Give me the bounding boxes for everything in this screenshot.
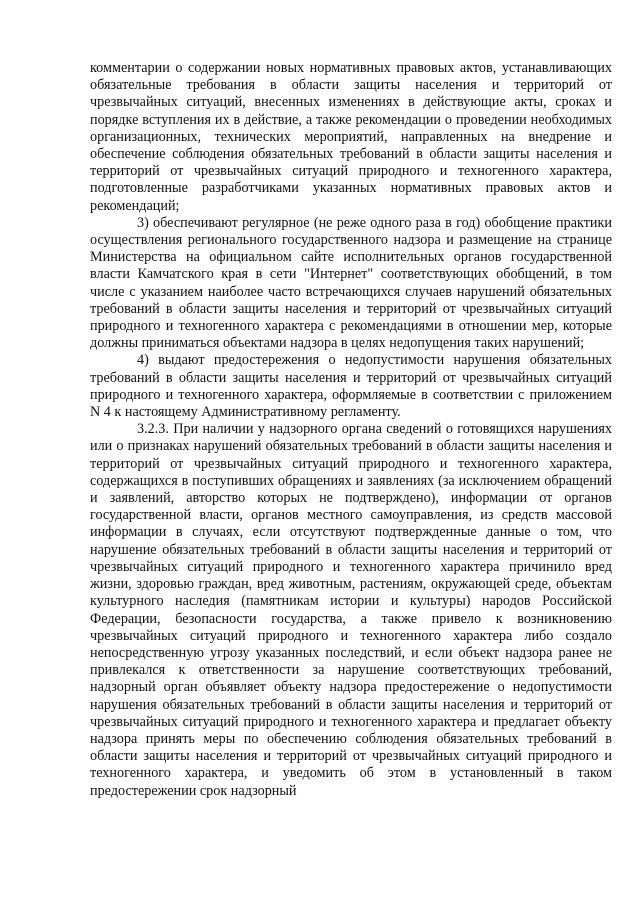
- paragraph-comments-continuation: комментарии о содержании новых нормативных правовых актов, устанавливающих обязательные требования в области защиты населения и территорий от чрезвычайных ситуаций, внесенных изменениях в действующие акты, сроках и порядке вступления их в действие, а также рекомендации о проведении необходимых организационных, технических мероприятий, направленных на внедрение и обеспечение соблюдения обязательных требований в области защиты населения и территорий от чрезвычайных ситуаций природного и техногенного характера, подготовленные разработчиками указанных нормативных правовых актов и рекомендаций;: [90, 60, 612, 214]
- paragraph-section-3-2-3: 3.2.3. При наличии у надзорного органа сведений о готовящихся нарушениях или о признаках нарушений обязательных требований в области защиты населения и территорий от чрезвычайных ситуаций природного и техногенного характера, содержащихся в поступивших обращениях и заявлениях (за исключением обращений и заявлений, авторство которых не подтверждено), информации от органов государственной власти, органов местного самоуправления, из средств массовой информации в случаях, если отсутствуют подтвержденные данные о том, что нарушение обязательных требований в области защиты населения и территорий от чрезвычайных ситуаций природного и техногенного характера причинило вред жизни, здоровью граждан, вред животным, растениям, окружающей среде, объектам культурного наследия (памятникам истории и культуры) народов Российской Федерации, безопасности государства, а также привело к возникновению чрезвычайных ситуаций природного и техногенного характера либо создало непосредственную угрозу указанных последствий, и если объект надзора ранее не привлекался к ответственности за нарушение соответствующих требований, надзорный орган объявляет объекту надзора предостережение о недопустимости нарушения обязательных требований в области защиты населения и территорий от чрезвычайных ситуаций природного и техногенного характера и предлагает объекту надзора принять меры по обеспечению соблюдения обязательных требований в области защиты населения и территорий от чрезвычайных ситуаций природного и техногенного характера, и уведомить об этом в установленный в таком предостережении срок надзорный: [90, 421, 612, 799]
- paragraph-item-4: 4) выдают предостережения о недопустимости нарушения обязательных требований в области защиты населения и территорий от чрезвычайных ситуаций природного и техногенного характера, оформляемые в соответствии с приложением N 4 к настоящему Административному регламенту.: [90, 352, 612, 421]
- paragraph-item-3: 3) обеспечивают регулярное (не реже одного раза в год) обобщение практики осуществления регионального государственного надзора и размещение на странице Министерства на официальном сайте исполнительных органов государственной власти Камчатского края в сети "Интернет" соответствующих обобщений, в том числе с указанием наиболее часто встречающихся случаев нарушений обязательных требований в области защиты населения и территорий от чрезвычайных ситуаций природного и техногенного характера с рекомендациями в отношении мер, которые должны приниматься объектами надзора в целях недопущения таких нарушений;: [90, 214, 612, 352]
- document-text: [90, 60, 612, 800]
